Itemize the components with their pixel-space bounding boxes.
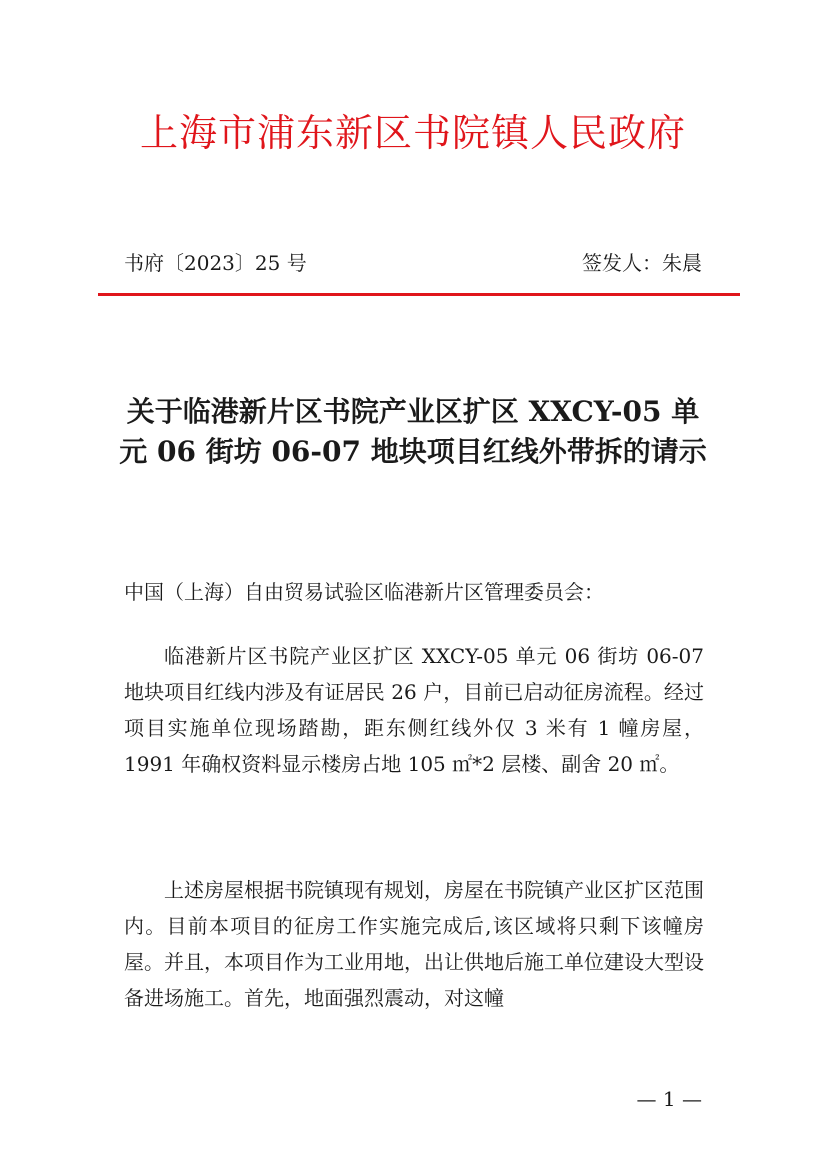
issuer-title: 上海市浦东新区书院镇人民政府 — [139, 111, 686, 155]
addressee: 中国（上海）自由贸易试验区临港新片区管理委员会： — [124, 580, 604, 604]
document-meta-row — [124, 246, 702, 280]
body-paragraph-1: 临港新片区书院产业区扩区 XXCY-05 单元 06 街坊 06-07 地块项目红线内涉及有证居民 26 户，目前已启动征房流程。经过项目实施单位现场踏勘，距东侧红线外仅 3 米有 1 幢房屋，1991 年确权资料显示楼房占地 105 ㎡*2 层楼、副舍 20 ㎡。 — [124, 644, 704, 776]
red-divider-line — [98, 293, 740, 296]
document-title: 关于临港新片区书院产业区扩区 XXCY-05 单元 06 街坊 06-07 地块项目红线外带拆的请示 — [119, 395, 707, 468]
body-paragraph-2: 上述房屋根据书院镇现有规划，房屋在书院镇产业区扩区范围内。目前本项目的征房工作实施完成后,该区域将只剩下该幢房屋。并且，本项目作为工业用地，出让供地后施工单位建设大型设备进场施工。首先，地面强烈震动，对这幢 — [124, 878, 704, 1010]
page-number: — 1 — — [636, 1087, 702, 1111]
document-number: 书府〔2023〕25 号 — [124, 251, 307, 275]
signer: 签发人：朱晨 — [582, 251, 702, 275]
